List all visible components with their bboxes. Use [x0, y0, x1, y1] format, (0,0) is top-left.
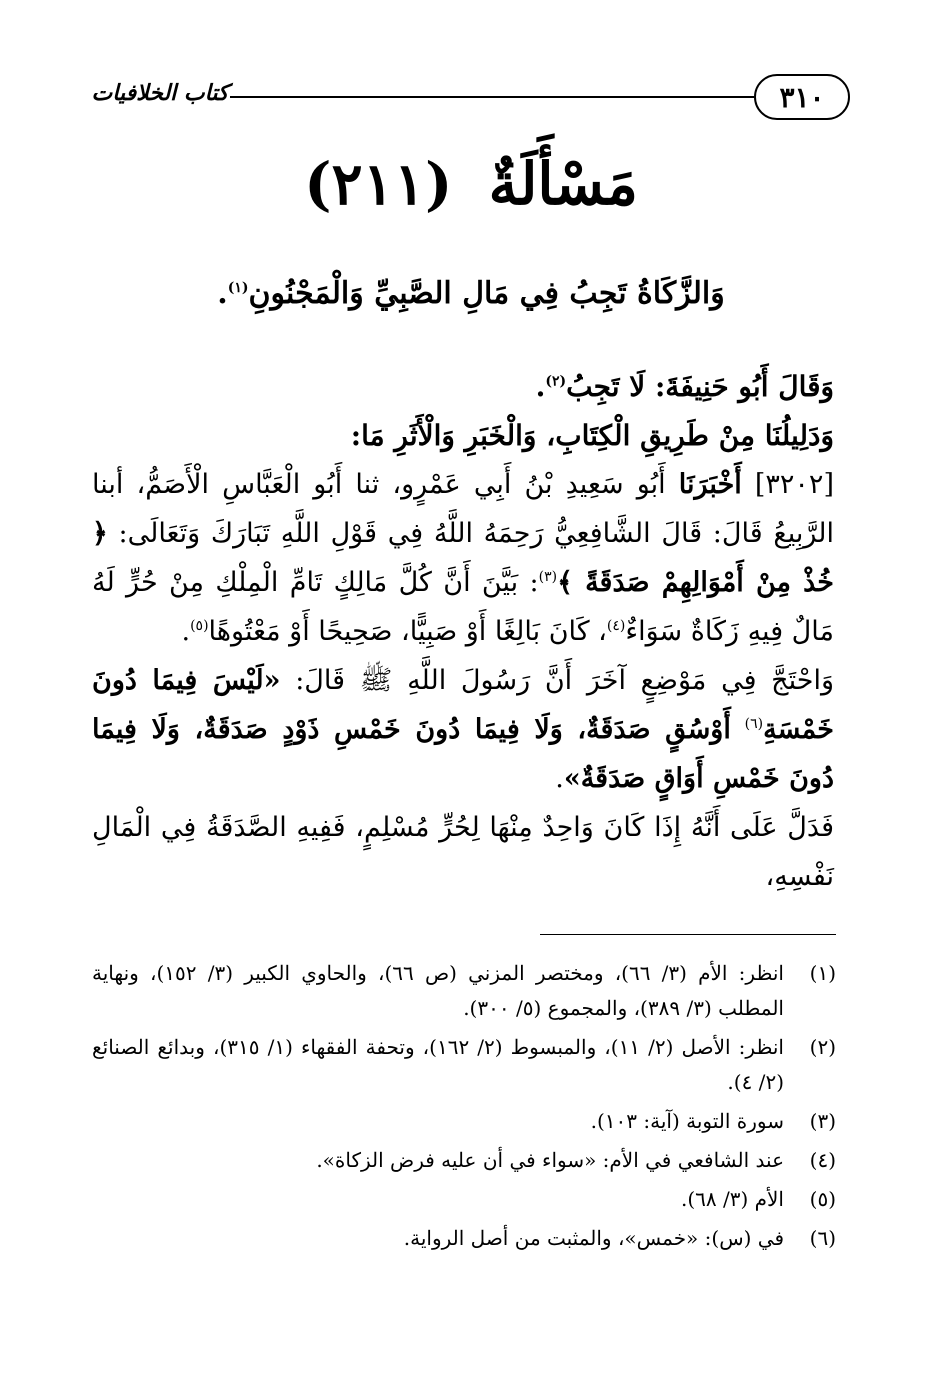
header-rule [230, 96, 754, 98]
paragraph-narration-3202 [92, 460, 834, 656]
p5-text: فَدَلَّ عَلَى أَنَّهُ إِذَا كَانَ وَاحِدٌ مِنْهَا لِحُرٍّ مُسْلِمٍ، فَفِيهِ الصَّدَقَةُ فِي الْمَالِ نَفْسِهِ، [92, 812, 834, 892]
footnote-text: الأم (٣/ ٦٨). [680, 1187, 784, 1211]
footnote-text: انظر: الأم (٣/ ٦٦)، ومختصر المزني (ص ٦٦)، والحاوي الكبير (٣/ ١٥٢)، ونهاية المطلب (٣/ ٣٨٩)، والمجموع (٥/ ٣٠٠). [92, 961, 784, 1020]
footnote-item [92, 1104, 836, 1139]
footnote-number: (٦) [809, 1226, 836, 1250]
footnote-number: (١) [809, 961, 836, 985]
paragraph-abu-hanifa [92, 362, 834, 411]
footnote-item [92, 1030, 836, 1100]
quran-verse: ﴿ خُذْ مِنْ أَمْوَالِهِمْ صَدَقَةً ﴾ [92, 518, 834, 598]
p4-end: . [555, 763, 564, 794]
footnote-text: انظر: الأصل (٢/ ١١)، والمبسوط (٢/ ١٦٢)، وتحفة الفقهاء (١/ ٣١٥)، وبدائع الصنائع (٢/ ٤). [92, 1035, 784, 1094]
footnote-ref: (٤) [606, 618, 626, 634]
footnote-ref: (٥) [190, 618, 209, 634]
paragraph-conclusion [92, 803, 834, 901]
masala-heading [0, 150, 942, 218]
paragraph-hadith [92, 656, 834, 803]
footnotes [92, 956, 836, 1260]
footnote-number: (٣) [809, 1109, 836, 1133]
footnote-number: (٢) [809, 1035, 836, 1059]
footnote-item [92, 1182, 836, 1217]
narration-number: [٣٢٠٢] [754, 469, 834, 500]
footnote-text: سورة التوبة (آية: ١٠٣). [590, 1109, 784, 1133]
page-number: ٣١٠ [754, 74, 850, 120]
p3-text-b: : بَيَّنَ أَنَّ كُلَّ مَالِكٍ تَامِّ الْمِلْكِ مِنْ حُرٍّ لَهُ مَالٌ فِيهِ زَكَاةٌ سَوَاءٌ [92, 567, 834, 647]
footnote-item [92, 956, 836, 1026]
akhbarana-word: أَخْبَرَنَا [678, 469, 742, 500]
statement-text: وَالزَّكَاةُ تَجِبُ فِي مَالِ الصَّبِيِّ وَالْمَجْنُونِ [248, 276, 725, 311]
p2-text: وَدَلِيلُنَا مِنْ طَرِيقِ الْكِتَابِ، وَالْخَبَرِ وَالْأَثَرِ مَا: [350, 419, 834, 452]
masala-number: (٢١١) [304, 150, 453, 218]
main-text [92, 362, 834, 901]
hadith-text-a: «لَيْسَ فِيمَا دُونَ خَمْسَةِ [92, 665, 834, 745]
footnote-number: (٤) [809, 1148, 836, 1172]
p3-end: . [181, 616, 191, 647]
footnote-item [92, 1143, 836, 1178]
footnote-separator [540, 934, 836, 935]
p3-text-a: أَبُو سَعِيدِ بْنُ أَبِي عَمْرٍو، ثنا أَبُو الْعَبَّاسِ الْأَصَمُّ، أبنا الرَّبِيعُ قَالَ: قَالَ الشَّافِعِيُّ رَحِمَهُ اللَّهُ فِي قَوْلِ اللَّهِ تَبَارَكَ وَتَعَالَى: [92, 469, 834, 549]
p3-text-c: ، كَانَ بَالِغًا أَوْ صَبِيًّا، صَحِيحًا أَوْ مَعْتُوهًا [208, 616, 607, 647]
hadith-text-b: أَوْسُقٍ صَدَقَةٌ، وَلَا فِيمَا دُونَ خَمْسِ ذَوْدٍ صَدَقَةٌ، وَلَا فِيمَا دُونَ خَمْسِ أَوَاقٍ صَدَقَةٌ» [92, 714, 834, 794]
footnote-item [92, 1221, 836, 1256]
footnote-text: في (س): «خمس»، والمثبت من أصل الرواية. [403, 1226, 784, 1250]
running-header [90, 74, 850, 122]
book-title: كتاب الخلافيات [91, 80, 229, 106]
masala-word: مَسْأَلَةٌ [488, 150, 638, 218]
footnote-ref: (١) [227, 280, 249, 296]
paragraph-evidence [92, 411, 834, 460]
footnote-number: (٥) [809, 1187, 836, 1211]
footnote-text: عند الشافعي في الأم: «سواء في أن عليه فرض الزكاة». [316, 1148, 784, 1172]
footnote-ref: (٦) [744, 716, 764, 732]
p1-end: . [535, 370, 546, 403]
footnote-ref: (٣) [538, 569, 558, 585]
p1-text: وَقَالَ أَبُو حَنِيفَةَ: لَا تَجِبُ [566, 370, 834, 403]
footnote-ref: (٢) [545, 373, 567, 390]
issue-statement [60, 276, 882, 311]
p4-text-a: وَاحْتَجَّ فِي مَوْضِعٍ آخَرَ أَنَّ رَسُولَ اللَّهِ ﷺ قَالَ: [295, 665, 834, 696]
statement-end: . [217, 276, 228, 311]
